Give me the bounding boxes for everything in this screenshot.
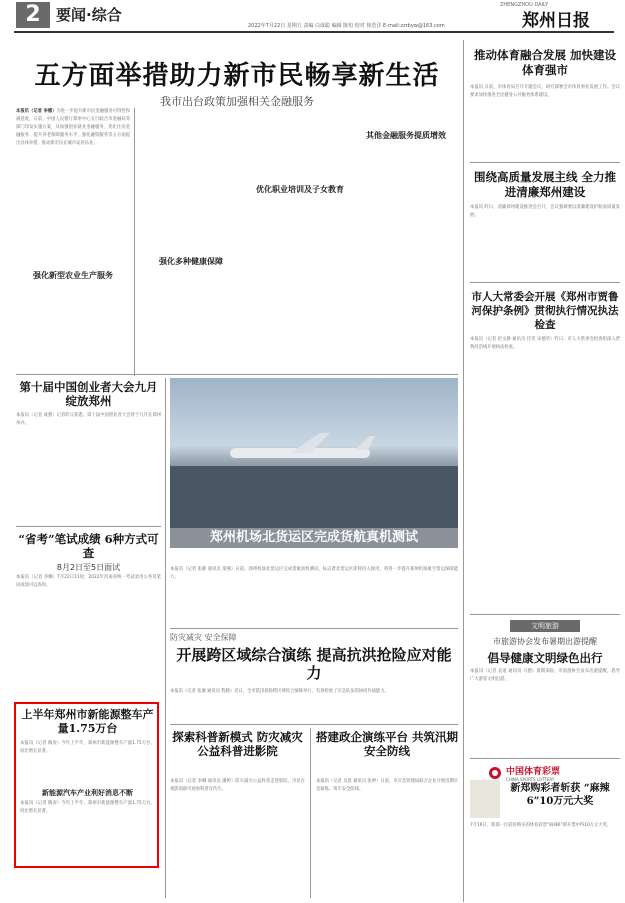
article2-body: 本报讯 昨日，清廉郑州建设推进会召开，会议强调要以清廉建设护航高质量发展。 [470,205,620,218]
issue-meta: 2022年7月22日 星期五 责编 白成聪 编辑 陈恒 校对 徐浩洋 E-mail:zzrbyw@163.com [248,23,445,29]
divider [310,728,311,898]
banner-body: 本报讯（记者 张翼 通讯员 程晓）近日，全市防汛抢险跨区域综合演练举行，有效检验了应急队伍的协同作战能力。 [170,689,389,694]
banner-title: 开展跨区域综合演练 提高抗洪抢险应对能力 [176,646,452,682]
article3-title: 市人大常委会开展《郑州市贾鲁河保护条例》贯彻执行情况执法检查 [471,291,619,331]
article4-title: 倡导健康文明绿色出行 [487,651,603,665]
sub-title-1: 探索科普新模式 防灾减灾公益科普进影院 [172,730,303,758]
column-divider [463,40,464,902]
photo-body: 本报讯（记者 张静 通讯员 梁燕）日前，郑州机场北货运区完成货航真机测试，标志着北货运区即将投入使用，将进一步提升郑州机场航空货运保障能力。 [170,567,458,580]
lottery-brand-name: 中国体育彩票 [506,767,561,777]
newspaper-logo: 郑州日报 [522,11,590,31]
lead-sub-3: 优化职业培训及子女教育 [256,185,344,194]
article7-title: “省考”笔试成绩 6种方式可查 [18,532,159,560]
divider [134,108,135,376]
rule [16,526,161,527]
article8-subhead: 新能源汽车产业利好消息不断 [42,789,133,797]
airplane-icon [170,378,458,528]
lead-byline: 本报讯（记者 李娜） [16,109,57,114]
sub-body-1: 本报讯（记者 李娜 通讯员 潘婷）防灾减灾公益科普走进影院，市民在观影前即可观看科普宣传片。 [170,779,305,792]
english-name: ZHENGZHOU DAILY [500,2,549,8]
article1-title: 推动体育融合发展 加快建设体育强市 [473,48,616,77]
lead-col-1 [16,108,130,376]
article5-title: 新郑购彩者斩获 “麻辣6”10万元大奖 [510,783,610,807]
article8-title: 上半年郑州市新能源整车产量1.75万台 [21,708,154,735]
article1-body: 本报讯 日前，市体育局召开专题会议，研究部署全市体育事业发展工作。会议要求加快推进全民健身公共服务体系建设。 [470,85,620,98]
rule [470,162,620,163]
sub-body-2: 本报讯（记者 吴恩 通讯员 张婷）日前，市应急管理局联合企业开展汛期应急演练，筑牢安全防线。 [316,779,458,792]
article8-body-2: 本报讯（记者 陶涛）今年上半年，郑州市新能源整车产量1.75万台，同比增长显著。 [20,801,155,814]
rule [470,614,620,615]
lead-body: 为进一步提升新市民金融服务可得性和满意度，日前，中国人民银行郑州中心支行联合市金融局等部门印发实施方案，从加强创业就业金融服务、优化住房金融服务、提升养老保障服务水平、强化融资服务等五方面提出具体举措，推动新市民在城市安居乐业。 [16,109,130,146]
article8-body: 本报讯（记者 陶涛）今年上半年，郑州市新能源整车产量1.75万台，同比增长显著。 [20,741,155,754]
rule [16,374,458,375]
lottery-brand-en: CHINA SPORTS LOTTERY [506,777,555,782]
article7-date: 8月2日至5日面试 [56,563,121,572]
divider [165,378,166,898]
rule [470,758,620,759]
article5-body: 7月16日，新郑一位彩民购买的体育彩票“麻辣6”即开票中得10万元大奖。 [470,823,612,828]
rule [470,282,620,283]
section-title: 要闻·综合 [56,6,122,24]
page-number: 2 [16,2,50,28]
column-badge: 文明旅游 [510,620,580,632]
article3-body: 本报讯（记者 赵文静 通讯员 任雯 宋德华）昨日，市人大常委会检查组深入贾鲁河沿线开展执法检查。 [470,337,620,350]
article4-body: 本报讯（记者 袁道 通讯员 马德）暑期来临，市旅游协会发布出游提醒，倡导广大游客文明出游。 [470,669,620,682]
lead-subtitle: 我市出台政策加强相关金融服务 [160,95,314,108]
lead-title: 五方面举措助力新市民畅享新生活 [34,61,440,91]
sub-title-2: 搭建政企演练平台 共筑汛期安全防线 [316,730,459,758]
rule [170,628,458,629]
article4-kicker: 市旅游协会发布暑期出游提醒 [493,637,597,646]
article2-title: 围绕高质量发展主线 全力推进清廉郑州建设 [473,170,616,199]
rule [170,724,458,725]
lottery-logo-icon [488,766,502,780]
article6-title: 第十届中国创业者大会九月绽放郑州 [19,380,158,408]
article6-body: 本报讯（记者 成燕）记者昨日获悉，第十届中国创业者大会将于九月在郑州举办。 [16,413,161,426]
lead-sub-4: 其他金融服务提质增效 [366,131,446,140]
flood-label: 防灾减灾 安全保障 [170,633,237,642]
photo-title: 郑州机场北货运区完成货航真机测试 [170,528,458,548]
page-header [0,0,625,52]
airport-photo [170,378,458,528]
lead-sub-1: 强化新型农业生产服务 [33,271,113,280]
lottery-ticket-image [470,780,500,818]
article7-body: 本报讯（记者 李娜）7月22日11时，2022年河南省统一考试录用公务员笔试成绩可以查询。 [16,575,161,588]
header-rule [14,31,614,33]
lead-sub-2: 强化多种健康保障 [159,257,223,266]
